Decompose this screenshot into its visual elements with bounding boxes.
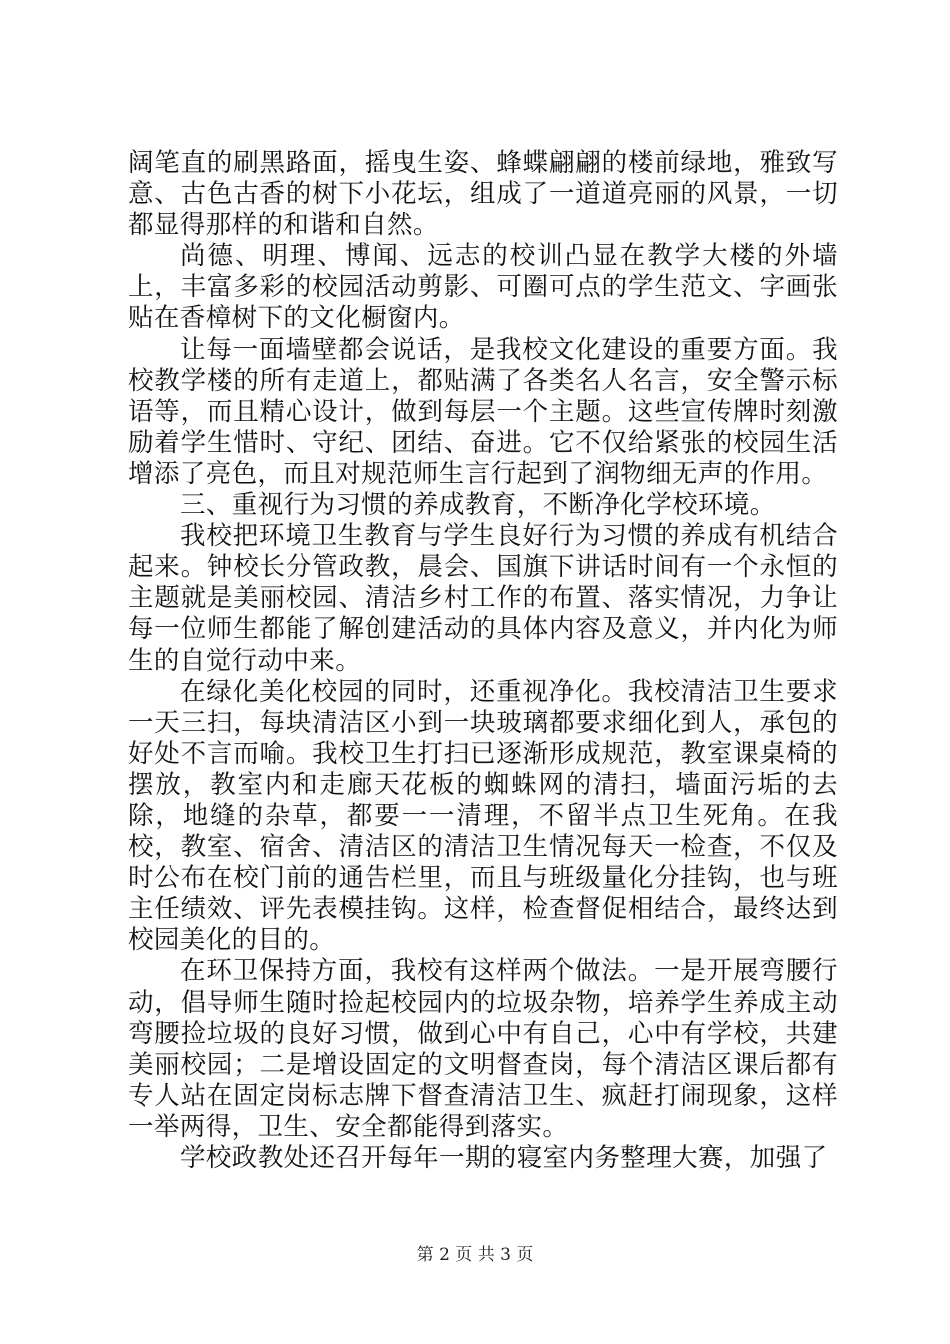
paragraph-3: 让每一面墙壁都会说话，是我校文化建设的重要方面。我校教学楼的所有走道上，都贴满了各类名人名言，安全警示标语等，而且精心设计，做到每层一个主题。这些宣传牌时刻激励着学生惜时、守纪、团结、奋进。它不仅给紧张的校园生活增添了亮色，而且对规范师生言行起到了润物细无声的作用。 <box>128 334 838 489</box>
document-body <box>128 148 838 1174</box>
paragraph-5: 我校把环境卫生教育与学生良好行为习惯的养成有机结合起来。钟校长分管政教，晨会、国旗下讲话时间有一个永恒的主题就是美丽校园、清洁乡村工作的布置、落实情况，力争让每一位师生都能了解创建活动的具体内容及意义，并内化为师生的自觉行动中来。 <box>128 521 838 676</box>
paragraph-6: 在绿化美化校园的同时，还重视净化。我校清洁卫生要求一天三扫，每块清洁区小到一块玻璃都要求细化到人，承包的好处不言而喻。我校卫生打扫已逐渐形成规范，教室课桌椅的摆放，教室内和走廊天花板的蜘蛛网的清扫，墙面污垢的去除，地缝的杂草，都要一一清理，不留半点卫生死角。在我校，教室、宿舍、清洁区的清洁卫生情况每天一检查，不仅及时公布在校门前的通告栏里，而且与班级量化分挂钩，也与班主任绩效、评先表模挂钩。这样，检查督促相结合，最终达到校园美化的目的。 <box>128 676 838 956</box>
paragraph-2: 尚德、明理、博闻、远志的校训凸显在教学大楼的外墙上，丰富多彩的校园活动剪影、可圈可点的学生范文、字画张贴在香樟树下的文化橱窗内。 <box>128 241 838 334</box>
paragraph-8: 学校政教处还召开每年一期的寝室内务整理大赛，加强了 <box>180 1143 828 1173</box>
paragraph-7: 在环卫保持方面，我校有这样两个做法。一是开展弯腰行动，倡导师生随时捡起校园内的垃圾杂物，培养学生养成主动弯腰捡垃圾的良好习惯，做到心中有自己，心中有学校，共建美丽校园；二是增设固定的文明督查岗，每个清洁区课后都有专人站在固定岗标志牌下督查清洁卫生、疯赶打闹现象，这样一举两得，卫生、安全都能得到落实。 <box>128 956 838 1142</box>
section-heading-3: 三、重视行为习惯的养成教育，不断净化学校环境。 <box>180 490 776 521</box>
paragraph-1: 阔笔直的刷黑路面，摇曳生姿、蜂蝶翩翩的楼前绿地，雅致写意、古色古香的树下小花坛，组成了一道道亮丽的风景，一切都显得那样的和谐和自然。 <box>128 148 838 241</box>
page-number-footer: 第 2 页 共 3 页 <box>416 1245 534 1265</box>
